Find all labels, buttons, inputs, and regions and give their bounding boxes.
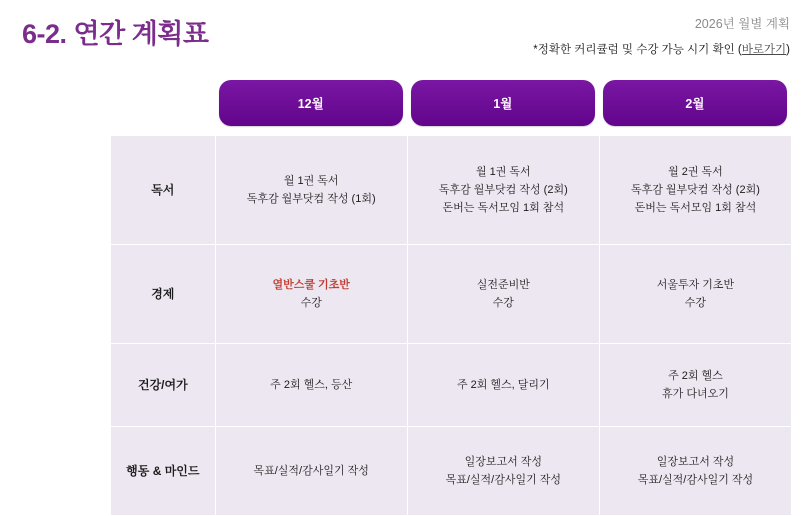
note-prefix: *정확한 커리큘럼 및 수강 가능 시기 확인 ( bbox=[533, 44, 742, 56]
row-label-economy: 경제 bbox=[111, 245, 215, 344]
cell-line: 목표/실적/감사일기 작성 bbox=[253, 464, 369, 477]
month-pill-label: 1월 bbox=[411, 80, 595, 126]
cell-line-highlight: 열반스쿨 기초반 bbox=[272, 278, 350, 291]
cell-line: 목표/실적/감사일기 작성 bbox=[445, 474, 562, 486]
row-label-line: 행동 bbox=[126, 463, 150, 478]
cell-line: 수강 bbox=[300, 297, 322, 309]
table-row-economy bbox=[111, 245, 791, 344]
cell-line: 주 2회 헬스, 달리기 bbox=[456, 378, 550, 391]
cell-reading-feb bbox=[599, 136, 791, 245]
month-header-1 bbox=[407, 80, 599, 136]
cell-reading-jan bbox=[407, 136, 599, 245]
month-header-0 bbox=[215, 80, 407, 136]
cell-line: 독후감 월부닷컴 작성 (1회) bbox=[246, 193, 376, 205]
header-right-block bbox=[533, 14, 790, 57]
cell-action-dec bbox=[215, 427, 407, 516]
cell-health-dec bbox=[215, 344, 407, 427]
cell-line: 월 1권 독서 bbox=[475, 165, 531, 178]
table-header-row bbox=[111, 80, 791, 136]
cell-line: 일장보고서 작성 bbox=[656, 455, 735, 468]
year-label: 2026년 월별 계획 bbox=[694, 17, 790, 31]
cell-line: 돈버는 독서모임 1회 참석 bbox=[634, 202, 757, 215]
table-row-reading bbox=[111, 136, 791, 245]
cell-action-feb bbox=[599, 427, 791, 516]
cell-line: 주 2회 헬스 bbox=[668, 369, 723, 382]
cell-health-feb bbox=[599, 344, 791, 427]
row-label-line: 마인드 bbox=[164, 463, 200, 478]
cell-line: 목표/실적/감사일기 작성 bbox=[637, 474, 754, 486]
cell-health-jan bbox=[407, 344, 599, 427]
cell-reading-dec bbox=[215, 136, 407, 245]
month-pill-label: 2월 bbox=[603, 80, 787, 126]
cell-line: 돈버는 독서모임 1회 참석 bbox=[442, 202, 565, 215]
note-link[interactable]: 바로가기 bbox=[741, 44, 787, 56]
month-header-2 bbox=[599, 80, 791, 136]
month-pill-label: 12월 bbox=[219, 80, 403, 126]
cell-action-jan bbox=[407, 427, 599, 516]
cell-line: 주 2회 헬스, 등산 bbox=[270, 378, 353, 391]
cell-line: 휴가 다녀오기 bbox=[662, 388, 729, 400]
row-label-action-mindset bbox=[111, 427, 215, 516]
cell-line: 서울투자 기초반 bbox=[656, 278, 735, 291]
row-label-line: & bbox=[152, 463, 162, 478]
curriculum-note bbox=[533, 41, 790, 57]
cell-line: 실전준비반 bbox=[476, 278, 530, 291]
cell-economy-jan bbox=[407, 245, 599, 344]
cell-economy-dec bbox=[215, 245, 407, 344]
cell-economy-feb bbox=[599, 245, 791, 344]
page-title: 6-2. 연간 계획표 bbox=[22, 19, 209, 49]
cell-line: 일장보고서 작성 bbox=[464, 455, 543, 468]
cell-line: 독후감 월부닷컴 작성 (2회) bbox=[630, 183, 760, 196]
table-row-action-mindset bbox=[111, 427, 791, 516]
row-label-health: 건강/여가 bbox=[111, 344, 215, 427]
cell-line: 수강 bbox=[684, 297, 707, 309]
cell-line: 독후감 월부닷컴 작성 (2회) bbox=[438, 183, 568, 196]
row-label-reading: 독서 bbox=[111, 136, 215, 245]
cell-line: 월 2권 독서 bbox=[668, 165, 723, 178]
table-corner bbox=[111, 80, 215, 136]
cell-line: 월 1권 독서 bbox=[283, 174, 339, 187]
table-row-health bbox=[111, 344, 791, 427]
cell-line: 수강 bbox=[492, 297, 514, 309]
note-suffix: ) bbox=[786, 44, 790, 56]
